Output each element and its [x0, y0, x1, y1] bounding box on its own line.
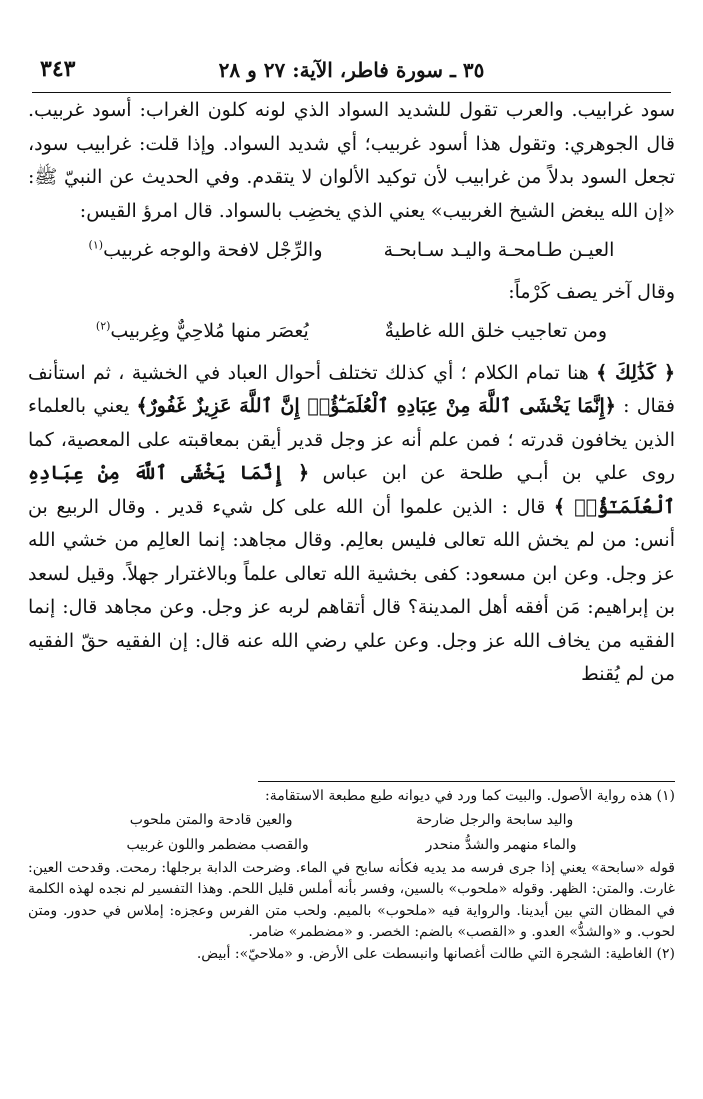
verse-2-second-hemistich — [96, 315, 309, 349]
footnote-1-verse-1a: واليد سابحة والرجل ضارحة — [416, 811, 574, 828]
verse-1-second-hemistich — [89, 234, 323, 268]
paragraph-3-text-b: يعني بالعلماء الذين يخافون قدرته ؛ فمن علم أنه عز وجل قدير أيقن بمعاقبته على المعصية، كما روى علي بن أبـي طلحة عن ابن عباس — [28, 395, 675, 484]
verse-1-second-text: والرِّجْل لافحة والوجه غربيب — [103, 239, 323, 261]
footnote-marker-2: (٢) — [95, 319, 111, 333]
footnote-1-verse-1 — [28, 808, 675, 833]
footnote-1-verse-2 — [28, 833, 675, 858]
header-divider — [32, 92, 671, 93]
running-title: ٣٥ ـ سورة فاطر، الآية: ٢٧ و ٢٨ — [218, 58, 485, 82]
paragraph-3-text-a: هنا تمام الكلام ؛ أي كذلك تختلف أحوال العباد في الخشية ، ثم استأنف فقال : — [28, 361, 675, 417]
paragraph-2: وقال آخر يصف كَرْماً: — [508, 280, 675, 303]
paragraph-3 — [28, 357, 675, 692]
quran-quote-2: ﴿إِنَّمَا يَخْشَى ٱللَّهَ مِنْ عِبَادِهِ ٱلْعُلَمَـٰٓؤُا۟ إِنَّ ٱللَّهَ عَزِيزٌ غَفُورٌ﴾ — [136, 395, 616, 417]
footnote-1-verse-2a: والماء منهمر والشدُّ منحدر — [425, 836, 577, 853]
footnote-1-verse-1b: والعين قادحة والمتن ملحوب — [129, 811, 293, 828]
footnote-divider — [258, 781, 675, 782]
main-text — [28, 94, 675, 692]
quran-quote-1: ﴿ كَذَٰلِكَ ﴾ — [596, 361, 675, 384]
verse-1-first-hemistich: العيـن طـامحـة واليـد سـابحـة — [383, 239, 615, 261]
poem-verse-1 — [28, 234, 675, 268]
footnote-1-text: قوله «سابحة» يعني إذا جرى فرسه مد يديه فكأنه سابح في الماء. وضرحت الدابة برجلها: رمحت. وقدحت العين: غارت. والمتن: الظهر. وقوله «ملحوب» بالسين، وفسر بأنه أملس قليل اللحم. وهذا التفسير لم نجده لهذه الكلمة في المظان التي بين أيدينا. والرواية فيه «ملحوب» بالميم. ولحب متن الفرس وعجزه: إملاس في حدور. ومتن لحوب. و «والشدُّ» العدو. و «القصب» بالضم: الخصر. و «مضطمر» ضامر. — [28, 859, 675, 940]
footnote-2: (٢) الغاطية: الشجرة التي طالت أغصانها وانبسطت على الأرض. و «ملاحيّ»: أبيض. — [196, 945, 675, 962]
paragraph-1: سود غرابيب. والعرب تقول للشديد السواد الذي لونه كلون الغراب: أسود غربيب. قال الجوهري: وتقول هذا أسود غربيب؛ أي شديد السواد. وإذا قلت: غرابيب سود، تجعل السود بدلاً من غرابيب لأن توكيد الألوان لا يتقدم. وفي الحديث عن النبيّ ﷺ: «إن الله يبغض الشيخ الغربيب» يعني الذي يخضِب بالسواد. قال امرؤ القيس: — [28, 99, 675, 222]
page-number: ٣٤٣ — [40, 56, 76, 82]
quran-quote-3: ﴿ إِنَّمَا يَخْشَى ٱللَّهَ مِنْ عِبَادِهِ ٱلْعُلَمَـٰٓؤُا۟ ﴾ — [28, 462, 675, 518]
footnote-1-intro: (١) هذه رواية الأصول. والبيت كما ورد في ديوانه طبع مطبعة الاستقامة: — [264, 788, 675, 804]
page-header — [40, 56, 663, 92]
footnote-1-verse-2b: والقصب مضطمر واللون غربيب — [126, 836, 309, 853]
footnote-marker-1: (١) — [88, 238, 104, 252]
footnotes — [28, 786, 675, 965]
verse-2-first-hemistich: ومن تعاجيب خلق الله غاطيةٌ — [384, 320, 608, 342]
paragraph-3-text-c: قال : الذين علموا أن الله على كل شيء قدير . وقال الربيع بن أنس: من لم يخش الله تعالى فليس بعالِم. وقال مجاهد: إنما العالِم من خشي الله عز وجل. وعن ابن مسعود: كفى بخشية الله تعالى علماً وبالاغترار جهلاً. وقيل لسعد بن إبراهيم: مَن أفقه أهل المدينة؟ قال أتقاهم لربه عز وجل. وعن مجاهد قال: إنما الفقيه من يخاف الله عز وجل. وعن علي رضي الله عنه قال: إن الفقيه حقّ الفقيه من لم يُقنط — [28, 495, 675, 685]
poem-verse-2 — [28, 315, 675, 349]
verse-2-second-text: يُعصَر منها مُلاحِيٌّ وغِربيب — [110, 320, 309, 342]
